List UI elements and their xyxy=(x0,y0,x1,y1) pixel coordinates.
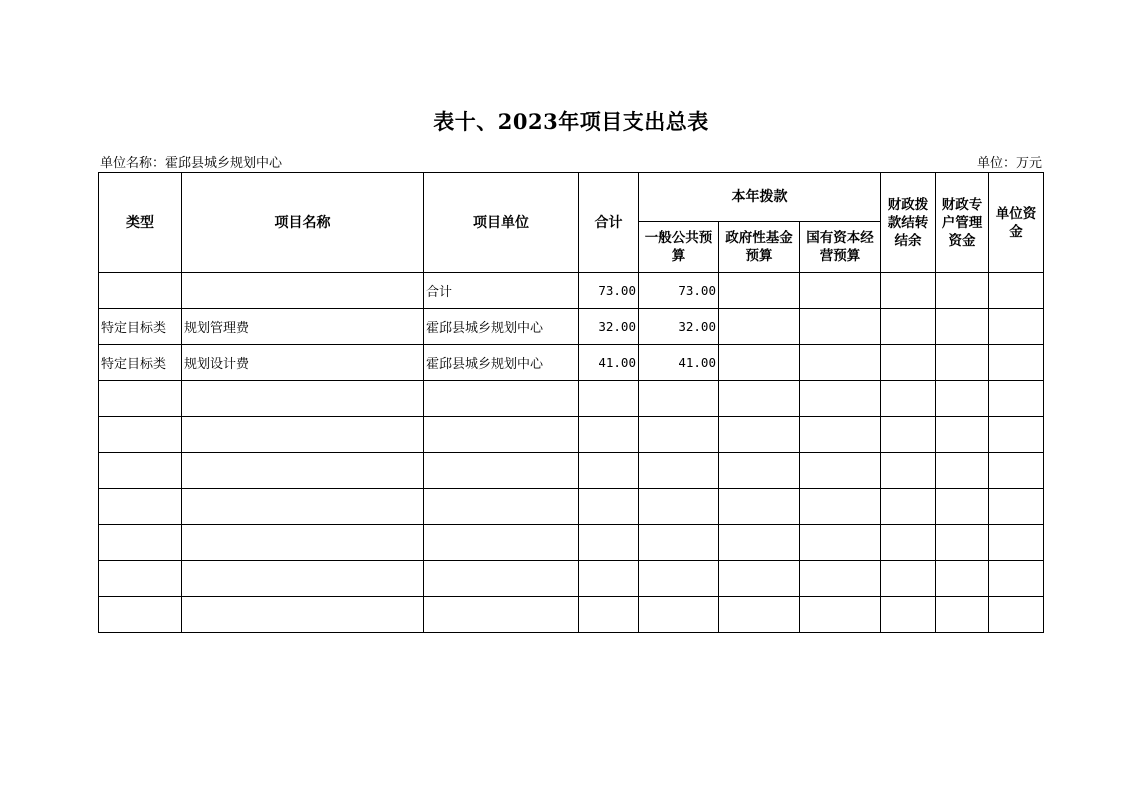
table-row-empty xyxy=(99,561,1044,597)
cell-type xyxy=(99,561,182,597)
cell-project-unit: 合计 xyxy=(424,273,579,309)
cell-unit-funds xyxy=(989,309,1044,345)
cell-general-budget xyxy=(639,561,719,597)
cell-unit-funds xyxy=(989,417,1044,453)
cell-general-budget xyxy=(639,381,719,417)
cell-project-name: 规划管理费 xyxy=(182,309,424,345)
cell-state-capital xyxy=(800,525,881,561)
cell-project-unit: 霍邱县城乡规划中心 xyxy=(424,309,579,345)
table-row-empty xyxy=(99,597,1044,633)
cell-special-account xyxy=(936,453,989,489)
cell-type xyxy=(99,381,182,417)
cell-total: 32.00 xyxy=(579,309,639,345)
cell-special-account xyxy=(936,381,989,417)
cell-total xyxy=(579,525,639,561)
cell-special-account xyxy=(936,273,989,309)
cell-general-budget xyxy=(639,525,719,561)
cell-special-account xyxy=(936,309,989,345)
cell-general-budget xyxy=(639,453,719,489)
cell-gov-fund xyxy=(719,309,800,345)
cell-project-name xyxy=(182,273,424,309)
header-special-account: 财政专户管理资金 xyxy=(936,173,989,273)
cell-carryover xyxy=(881,525,936,561)
cell-special-account xyxy=(936,489,989,525)
header-project-name: 项目名称 xyxy=(182,173,424,273)
cell-state-capital xyxy=(800,273,881,309)
cell-general-budget xyxy=(639,597,719,633)
cell-project-unit xyxy=(424,381,579,417)
cell-project-name xyxy=(182,597,424,633)
currency-unit-label: 单位：万元 xyxy=(976,156,1042,171)
header-general-budget: 一般公共预算 xyxy=(639,222,719,273)
cell-carryover xyxy=(881,309,936,345)
cell-gov-fund xyxy=(719,345,800,381)
cell-project-unit xyxy=(424,525,579,561)
table-body xyxy=(99,273,1044,633)
cell-gov-fund xyxy=(719,561,800,597)
header-unit-funds: 单位资金 xyxy=(989,173,1044,273)
cell-project-name xyxy=(182,381,424,417)
cell-unit-funds xyxy=(989,561,1044,597)
cell-project-name xyxy=(182,417,424,453)
cell-carryover xyxy=(881,489,936,525)
cell-type xyxy=(99,453,182,489)
table-header xyxy=(99,173,1044,273)
cell-gov-fund xyxy=(719,453,800,489)
cell-general-budget: 41.00 xyxy=(639,345,719,381)
cell-project-unit: 霍邱县城乡规划中心 xyxy=(424,345,579,381)
cell-carryover xyxy=(881,453,936,489)
cell-type xyxy=(99,525,182,561)
cell-carryover xyxy=(881,273,936,309)
cell-gov-fund xyxy=(719,417,800,453)
header-current-year-allocation: 本年拨款 xyxy=(639,173,881,222)
cell-unit-funds xyxy=(989,381,1044,417)
cell-special-account xyxy=(936,525,989,561)
page-title: 表十、2023年项目支出总表 xyxy=(433,109,709,134)
cell-total xyxy=(579,417,639,453)
cell-gov-fund xyxy=(719,525,800,561)
cell-gov-fund xyxy=(719,489,800,525)
cell-type: 特定目标类 xyxy=(99,345,182,381)
table-row-empty xyxy=(99,381,1044,417)
cell-carryover xyxy=(881,597,936,633)
cell-special-account xyxy=(936,345,989,381)
cell-general-budget: 32.00 xyxy=(639,309,719,345)
unit-name-label: 单位名称：霍邱县城乡规划中心 xyxy=(100,156,283,171)
cell-project-name xyxy=(182,489,424,525)
cell-gov-fund xyxy=(719,381,800,417)
cell-project-name xyxy=(182,453,424,489)
cell-project-name xyxy=(182,525,424,561)
header-total: 合计 xyxy=(579,173,639,273)
cell-total xyxy=(579,561,639,597)
cell-state-capital xyxy=(800,489,881,525)
cell-special-account xyxy=(936,417,989,453)
cell-carryover xyxy=(881,561,936,597)
cell-state-capital xyxy=(800,309,881,345)
cell-total: 41.00 xyxy=(579,345,639,381)
cell-state-capital xyxy=(800,453,881,489)
cell-state-capital xyxy=(800,345,881,381)
cell-project-unit xyxy=(424,453,579,489)
cell-total: 73.00 xyxy=(579,273,639,309)
cell-special-account xyxy=(936,561,989,597)
cell-unit-funds xyxy=(989,525,1044,561)
cell-unit-funds xyxy=(989,345,1044,381)
cell-state-capital xyxy=(800,597,881,633)
cell-unit-funds xyxy=(989,273,1044,309)
cell-gov-fund xyxy=(719,597,800,633)
header-type: 类型 xyxy=(99,173,182,273)
cell-total xyxy=(579,489,639,525)
cell-type xyxy=(99,597,182,633)
cell-unit-funds xyxy=(989,453,1044,489)
cell-type xyxy=(99,273,182,309)
cell-type: 特定目标类 xyxy=(99,309,182,345)
header-state-capital-budget: 国有资本经营预算 xyxy=(800,222,881,273)
cell-carryover xyxy=(881,345,936,381)
table-row-empty xyxy=(99,489,1044,525)
table-row-empty xyxy=(99,525,1044,561)
cell-state-capital xyxy=(800,381,881,417)
project-expenditure-table xyxy=(98,172,1044,633)
cell-project-unit xyxy=(424,417,579,453)
cell-total xyxy=(579,453,639,489)
header-gov-fund-budget: 政府性基金预算 xyxy=(719,222,800,273)
table-row-empty xyxy=(99,453,1044,489)
cell-gov-fund xyxy=(719,273,800,309)
table-row xyxy=(99,309,1044,345)
header-carryover: 财政拨款结转结余 xyxy=(881,173,936,273)
cell-state-capital xyxy=(800,417,881,453)
cell-type xyxy=(99,489,182,525)
cell-general-budget xyxy=(639,417,719,453)
cell-project-name xyxy=(182,561,424,597)
cell-project-name: 规划设计费 xyxy=(182,345,424,381)
cell-total xyxy=(579,597,639,633)
cell-type xyxy=(99,417,182,453)
cell-project-unit xyxy=(424,489,579,525)
cell-general-budget: 73.00 xyxy=(639,273,719,309)
cell-project-unit xyxy=(424,561,579,597)
table-row-empty xyxy=(99,417,1044,453)
cell-state-capital xyxy=(800,561,881,597)
cell-unit-funds xyxy=(989,489,1044,525)
cell-unit-funds xyxy=(989,597,1044,633)
cell-carryover xyxy=(881,381,936,417)
table-row xyxy=(99,345,1044,381)
cell-special-account xyxy=(936,597,989,633)
cell-project-unit xyxy=(424,597,579,633)
cell-general-budget xyxy=(639,489,719,525)
table-row-total xyxy=(99,273,1044,309)
cell-total xyxy=(579,381,639,417)
header-project-unit: 项目单位 xyxy=(424,173,579,273)
cell-carryover xyxy=(881,417,936,453)
